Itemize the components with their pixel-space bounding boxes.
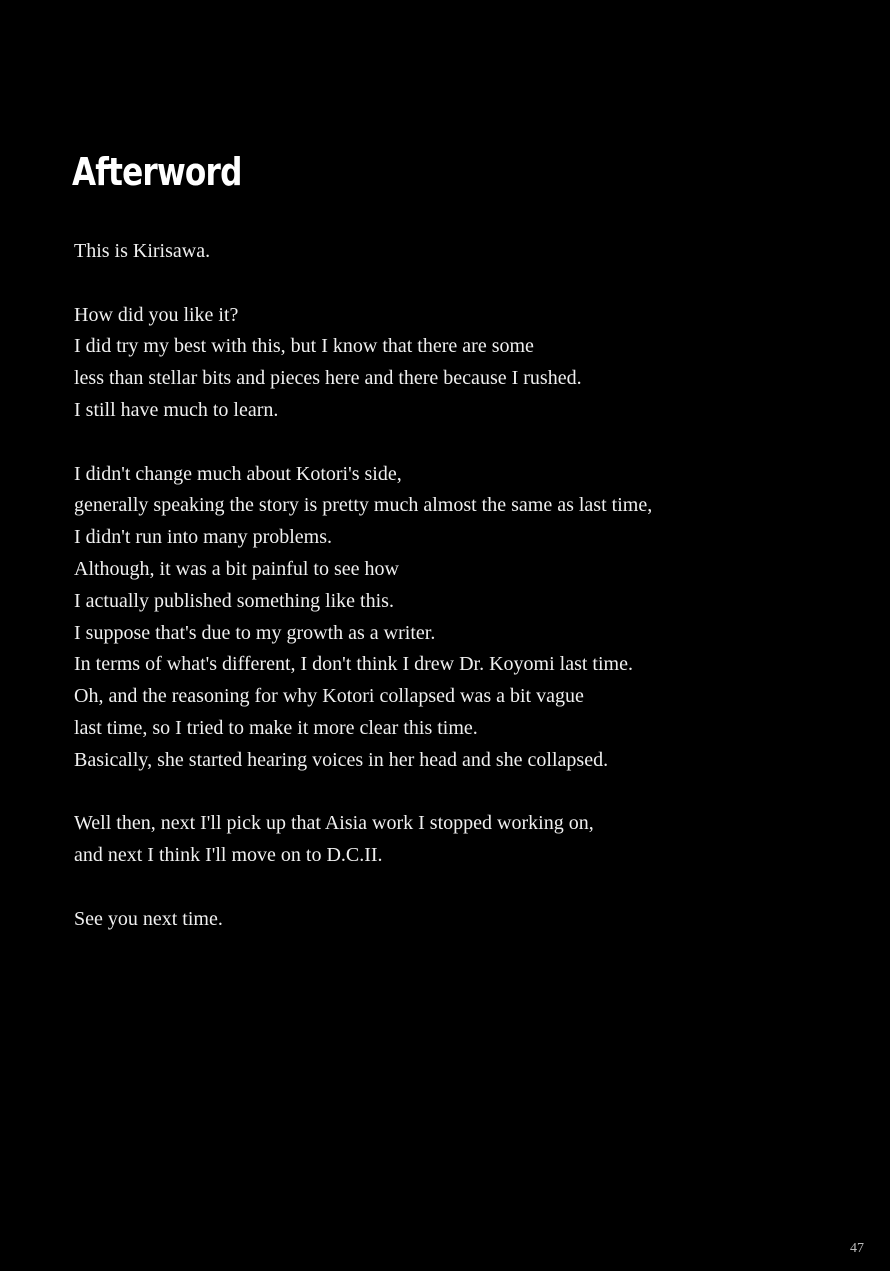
text-line: I still have much to learn. (74, 398, 279, 421)
text-line: In terms of what's different, I don't think I drew Dr. Koyomi last time. (74, 653, 633, 676)
paragraph (74, 300, 854, 427)
paragraph (74, 459, 854, 777)
text-line: I actually published something like this. (74, 589, 394, 612)
text-line: This is Kirisawa. (74, 240, 211, 262)
afterword-body (74, 236, 854, 967)
text-line: last time, so I tried to make it more clear this time. (74, 716, 478, 739)
text-line: I didn't change much about Kotori's side, (74, 462, 402, 485)
text-line: Although, it was a bit painful to see how (74, 557, 399, 580)
text-line: I didn't run into many problems. (74, 526, 333, 549)
text-line: Basically, she started hearing voices in her head and she collapsed. (74, 748, 609, 771)
text-line: See you next time. (74, 907, 223, 930)
text-line: How did you like it? (74, 303, 239, 326)
page-number: 47 (850, 1241, 864, 1256)
paragraph (74, 904, 854, 936)
text-line: less than stellar bits and pieces here and there because I rushed. (74, 367, 582, 390)
text-line: and next I think I'll move on to D.C.II. (74, 844, 383, 867)
text-line: generally speaking the story is pretty much almost the same as last time, (74, 494, 653, 517)
paragraph (74, 236, 854, 268)
text-line: Well then, next I'll pick up that Aisia work I stopped working on, (74, 812, 594, 835)
paragraph (74, 808, 854, 872)
text-line: Oh, and the reasoning for why Kotori collapsed was a bit vague (74, 685, 584, 708)
text-line: I did try my best with this, but I know that there are some (74, 335, 534, 358)
text-line: I suppose that's due to my growth as a writer. (74, 621, 436, 644)
page-title: Afterword (72, 150, 242, 194)
